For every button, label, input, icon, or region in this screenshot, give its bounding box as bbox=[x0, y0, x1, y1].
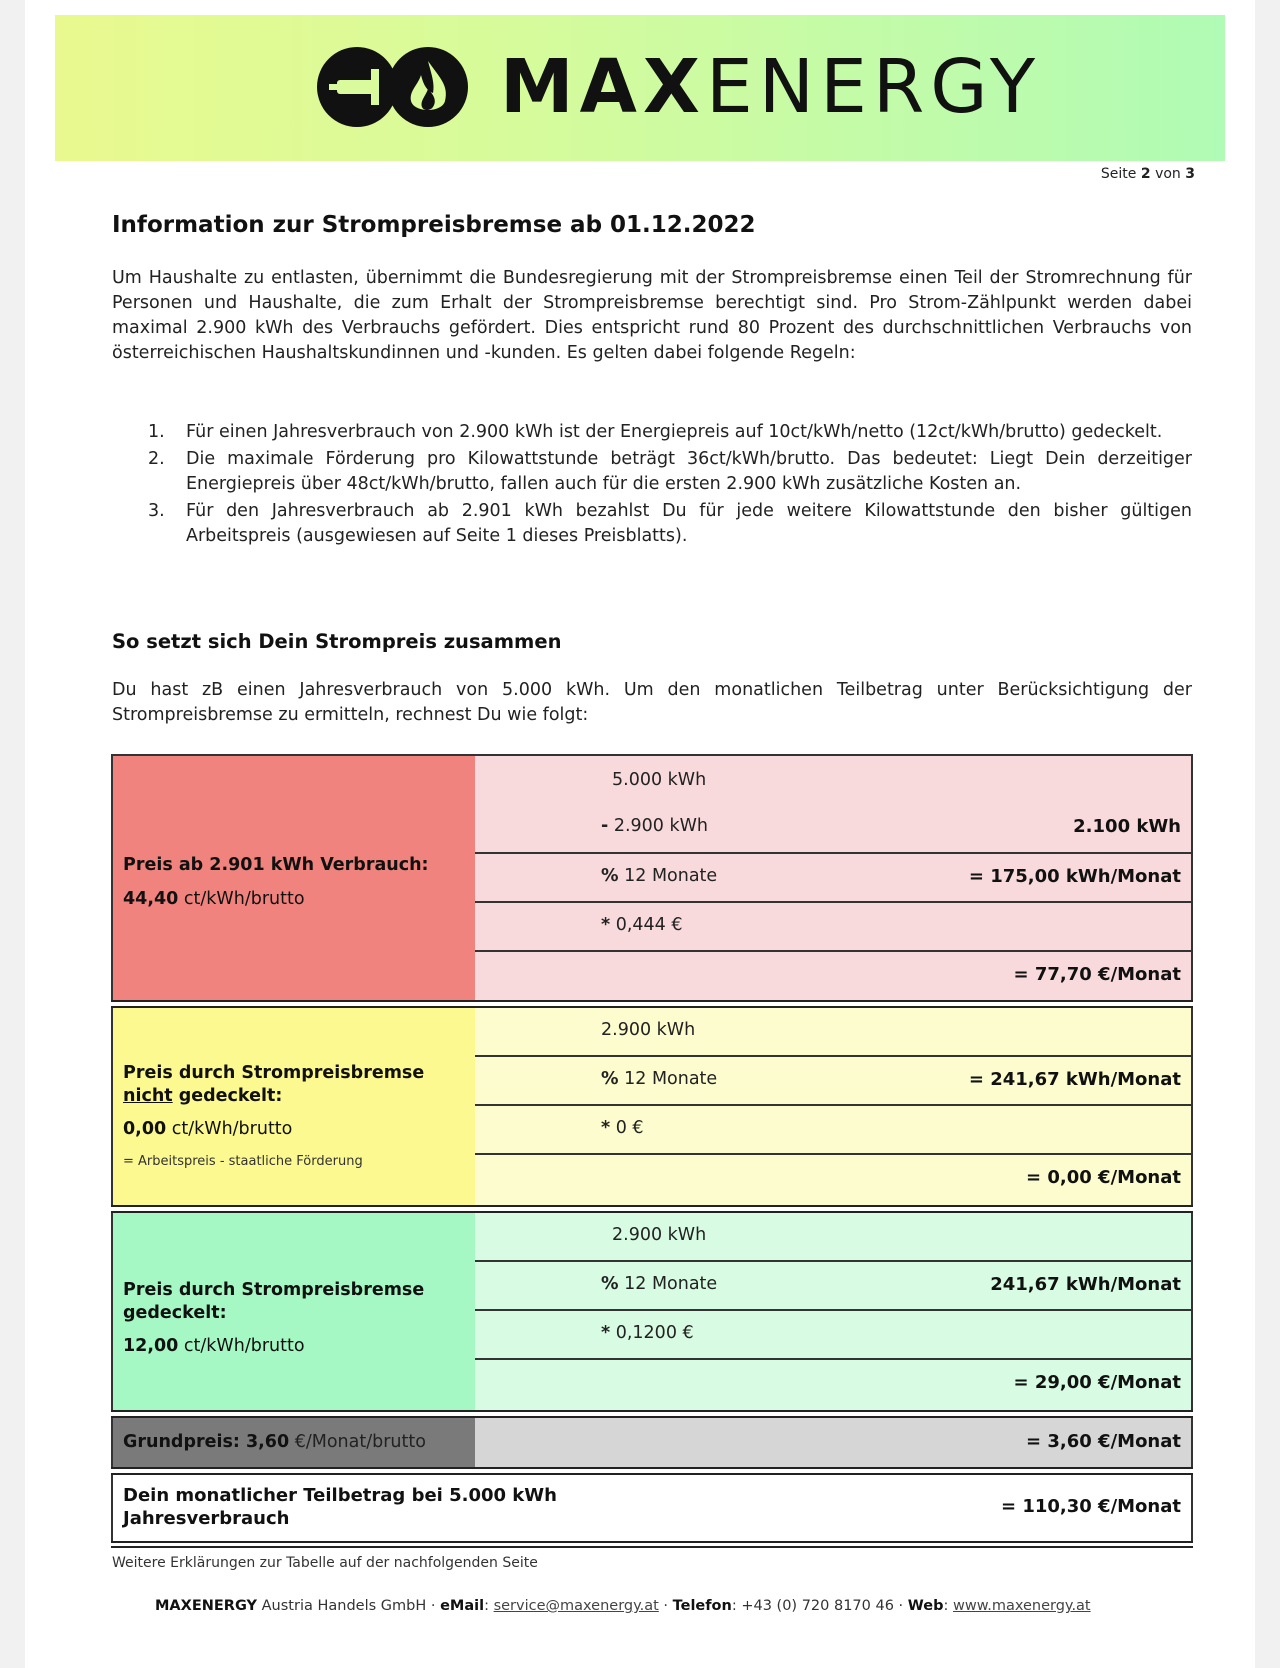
calc-row: 2.900 kWh bbox=[475, 1008, 1191, 1057]
list-item: 2. Die maximale Förderung pro Kilowattstunde beträgt 36ct/kWh/brutto. Das bedeutet: Liegt Dein derzeitiger Energiepreis über 48ct/kWh/brutto, fallen auch für die ersten 2.900 kWh zusätzliche Kosten an. bbox=[148, 449, 1192, 494]
block-calc-cell bbox=[475, 1213, 1191, 1411]
calc-row: = 0,00 €/Monat bbox=[1026, 1167, 1181, 1188]
divider bbox=[111, 1467, 1193, 1475]
calc-row: = 29,00 €/Monat bbox=[1013, 1372, 1181, 1393]
footer: MAXENERGY Austria Handels GmbH · eMail: service@maxenergy.at · Telefon: +43 (0) 720 8170 46 · Web: www.maxenergy.at bbox=[155, 1598, 1091, 1614]
block-calc-cell: = 3,60 €/Monat bbox=[475, 1418, 1191, 1468]
block-calc-cell bbox=[475, 756, 1191, 1004]
divider bbox=[111, 1000, 1193, 1008]
intro-paragraph: Um Haushalte zu entlasten, übernimmt die Bundesregierung mit der Strompreisbremse einen Teil der Stromrechnung für Personen und Haushalte, die zum Erhalt der Strompreisbremse berechtigt sind. Pro Strom-Zählpunkt werden dabei maximal 2.900 kWh des Verbrauchs gefördert. Dies entspricht rund 80 Prozent des durchschnittlichen Verbrauchs von österreichischen Haushaltskundinnen und -kunden. Es gelten dabei folgende Regeln: bbox=[112, 268, 1192, 363]
rules-list bbox=[112, 420, 1192, 551]
brand-logo bbox=[315, 45, 1041, 129]
block-not-capped bbox=[111, 1008, 1193, 1206]
calc-row: % 12 Monate 241,67 kWh/Monat bbox=[475, 1262, 1191, 1311]
calc-row: % 12 Monate = 175,00 kWh/Monat bbox=[475, 854, 1191, 903]
calc-row: * 0,444 € bbox=[475, 903, 1191, 952]
example-paragraph: Du hast zB einen Jahresverbrauch von 5.000 kWh. Um den monatlichen Teilbetrag unter Berücksichtigung der Strompreisbremse zu ermitteln, rechnest Du wie folgt: bbox=[112, 680, 1192, 725]
divider bbox=[111, 1410, 1193, 1418]
email-link[interactable]: service@maxenergy.at bbox=[493, 1598, 659, 1614]
divider bbox=[111, 1541, 1193, 1548]
block-calc-cell bbox=[475, 1008, 1191, 1206]
web-link[interactable]: www.maxenergy.at bbox=[952, 1598, 1091, 1614]
block-capped bbox=[111, 1213, 1193, 1411]
section-heading: So setzt sich Dein Strompreis zusammen bbox=[112, 630, 562, 653]
calc-row: 2.900 kWh bbox=[475, 1213, 1191, 1262]
page-title: Information zur Strompreisbremse ab 01.12.2022 bbox=[112, 212, 756, 238]
total-row: Dein monatlicher Teilbetrag bei 5.000 kWh Jahresverbrauch = 110,30 €/Monat bbox=[111, 1475, 1193, 1542]
block-label-cell: Preis durch Strompreisbremse gedeckelt: 12,00 ct/kWh/brutto bbox=[113, 1213, 475, 1411]
calc-row: * 0 € bbox=[475, 1106, 1191, 1155]
calc-row: * 0,1200 € bbox=[475, 1311, 1191, 1360]
block-label-cell: Preis ab 2.901 kWh Verbrauch: 44,40 ct/kWh/brutto bbox=[113, 756, 475, 1004]
brand-name: MAXENERGY bbox=[500, 44, 1042, 130]
calc-row: = 77,70 €/Monat bbox=[1013, 964, 1181, 985]
document-page bbox=[25, 0, 1255, 1668]
list-item: 1. Für einen Jahresverbrauch von 2.900 kWh ist der Energiepreis auf 10ct/kWh/netto (12ct/kWh/brutto) gedeckelt. bbox=[148, 422, 1163, 442]
block-label-cell: Grundpreis: 3,60 €/Monat/brutto bbox=[113, 1418, 475, 1468]
page-number: Seite 2 von 3 bbox=[1100, 166, 1195, 182]
table-note: Weitere Erklärungen zur Tabelle auf der nachfolgenden Seite bbox=[112, 1555, 538, 1571]
divider bbox=[111, 1205, 1193, 1213]
block-label-cell: Preis durch Strompreisbremse nicht gedeckelt: 0,00 ct/kWh/brutto = Arbeitspreis - staatliche Förderung bbox=[113, 1008, 475, 1206]
calc-row: - 2.900 kWh 2.100 kWh bbox=[475, 804, 1191, 854]
calc-row: 5.000 kWh bbox=[612, 770, 707, 790]
block-above-2901 bbox=[111, 754, 1193, 1004]
list-item: 3. Für den Jahresverbrauch ab 2.901 kWh bezahlst Du für jede weitere Kilowattstunde den bisher gültigen Arbeitspreis (ausgewiesen auf Seite 1 dieses Preisblatts). bbox=[148, 501, 1192, 546]
base-fee-row bbox=[111, 1418, 1193, 1468]
calc-row: % 12 Monate = 241,67 kWh/Monat bbox=[475, 1057, 1191, 1106]
plug-flame-logo-icon bbox=[315, 45, 470, 129]
header-banner bbox=[55, 15, 1225, 161]
